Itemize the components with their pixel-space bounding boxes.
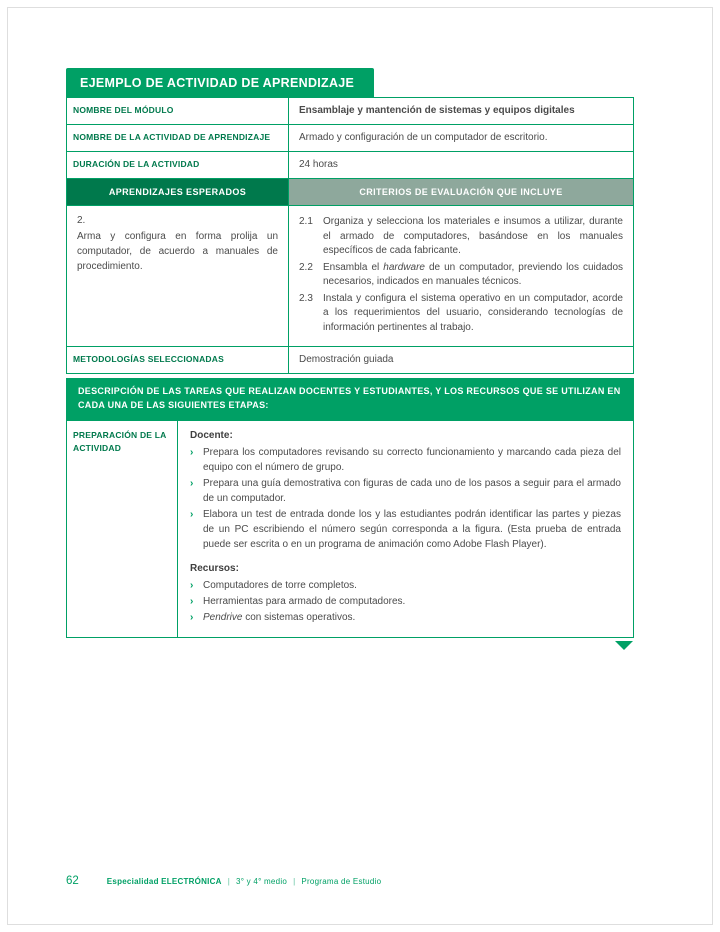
expected-learning-cell (67, 206, 289, 346)
evaluation-criteria-header: CRITERIOS DE EVALUACIÓN QUE INCLUYE (289, 179, 633, 205)
chevron-bullet-icon: › (190, 477, 194, 489)
list-item (190, 610, 621, 625)
preparation-row (66, 420, 634, 638)
continues-next-page-triangle-icon (615, 641, 633, 650)
table-row-module (66, 97, 634, 125)
methodology-value: Demostración guiada (299, 354, 394, 365)
list-item (190, 507, 621, 552)
criterion-text: Organiza y selecciona los materiales e insumos a utilizar, durante el armado de computadores, basándose en los manuales específicos de cada fabricante. (323, 216, 623, 256)
docente-title: Docente: (190, 429, 233, 441)
continuation-row (66, 638, 634, 650)
table-row-duration (66, 151, 634, 179)
footer-specialty: Especialidad ELECTRÓNICA (106, 877, 222, 886)
chevron-bullet-icon: › (190, 508, 194, 520)
activity-name-label: NOMBRE DE LA ACTIVIDAD DE APRENDIZAJE (67, 125, 289, 151)
page-footer (66, 875, 381, 887)
criterion-text: Ensambla el hardware de un computador, previendo los cuidados necesarios, indicados en manuales técnicos. (323, 261, 623, 287)
footer-grade: 3° y 4° medio (236, 877, 288, 886)
preparation-label: PREPARACIÓN DE LA ACTIVIDAD (73, 429, 167, 453)
learning-text: Arma y configura en forma prolija un computador, de acuerdo a manuales de procedimiento. (77, 231, 278, 272)
preparation-content (178, 421, 633, 637)
criterion-item (299, 292, 623, 336)
activity-name-value: Armado y configuración de un computador de escritorio. (299, 132, 548, 143)
recursos-title: Recursos: (190, 562, 239, 574)
table-row-activity-name (66, 124, 634, 152)
footer-separator: | (293, 877, 296, 886)
chevron-bullet-icon: › (190, 446, 194, 458)
activity-example-tab (66, 68, 374, 97)
table-header-row (66, 178, 634, 206)
list-item-text: Prepara los computadores revisando su correcto funcionamiento y marcando cada pieza del equipo con el número de grupo. (203, 446, 621, 473)
duration-label: DURACIÓN DE LA ACTIVIDAD (67, 152, 289, 178)
list-item-text: Elabora un test de entrada donde los y las estudiantes podrán identificar las partes y piezas de un PC escribiendo el número según corresponda a la figura. (Esta prueba de entrada puede ser escrita o en un programa de animación como Adobe Flash Player). (203, 508, 621, 550)
footer-program: Programa de Estudio (301, 877, 382, 886)
list-item (190, 445, 621, 475)
chevron-bullet-icon: › (190, 611, 194, 623)
preparation-label-cell (67, 421, 178, 637)
module-value: Ensamblaje y mantención de sistemas y equipos digitales (299, 105, 575, 116)
criterion-number: 2.1 (299, 216, 313, 227)
learning-number: 2. (77, 215, 86, 226)
criterion-item (299, 215, 623, 259)
list-item (190, 476, 621, 506)
list-item-text: Herramientas para armado de computadores. (203, 595, 406, 607)
learning-criteria-row (66, 205, 634, 347)
methodology-label: METODOLOGÍAS SELECCIONADAS (67, 347, 289, 373)
activity-table (66, 97, 634, 650)
list-item (190, 578, 621, 593)
duration-value: 24 horas (299, 159, 338, 170)
criterion-number: 2.3 (299, 292, 313, 304)
expected-learning-header: APRENDIZAJES ESPERADOS (67, 179, 289, 205)
list-item (190, 594, 621, 609)
table-row-methodology (66, 346, 634, 374)
criterion-text: Instala y configura el sistema operativo en un computador, acorde a los requerimientos del usuario, considerando tecnologías de información pertinentes al trabajo. (323, 292, 623, 333)
list-item-text: Prepara una guía demostrativa con figuras de cada uno de los pasos a seguir para el armado de un computador. (203, 477, 621, 504)
criteria-cell (289, 206, 633, 346)
list-item-text: Pendrive con sistemas operativos. (203, 611, 356, 623)
activity-example-tab-title: EJEMPLO DE ACTIVIDAD DE APRENDIZAJE (80, 75, 355, 90)
module-label: NOMBRE DEL MÓDULO (67, 98, 289, 124)
criterion-number: 2.2 (299, 261, 313, 273)
tasks-description-band: DESCRIPCIÓN DE LAS TAREAS QUE REALIZAN DOCENTES Y ESTUDIANTES, Y LOS RECURSOS QUE SE UTILIZAN EN CADA UNA DE LAS SIGUIENTES ETAPAS: (66, 378, 634, 420)
footer-separator: | (227, 877, 231, 886)
list-item-text: Computadores de torre completos. (203, 579, 357, 591)
footer-text (107, 877, 382, 886)
chevron-bullet-icon: › (190, 595, 194, 607)
criterion-item (299, 261, 623, 290)
page-number: 62 (66, 875, 79, 887)
chevron-bullet-icon: › (190, 579, 194, 591)
